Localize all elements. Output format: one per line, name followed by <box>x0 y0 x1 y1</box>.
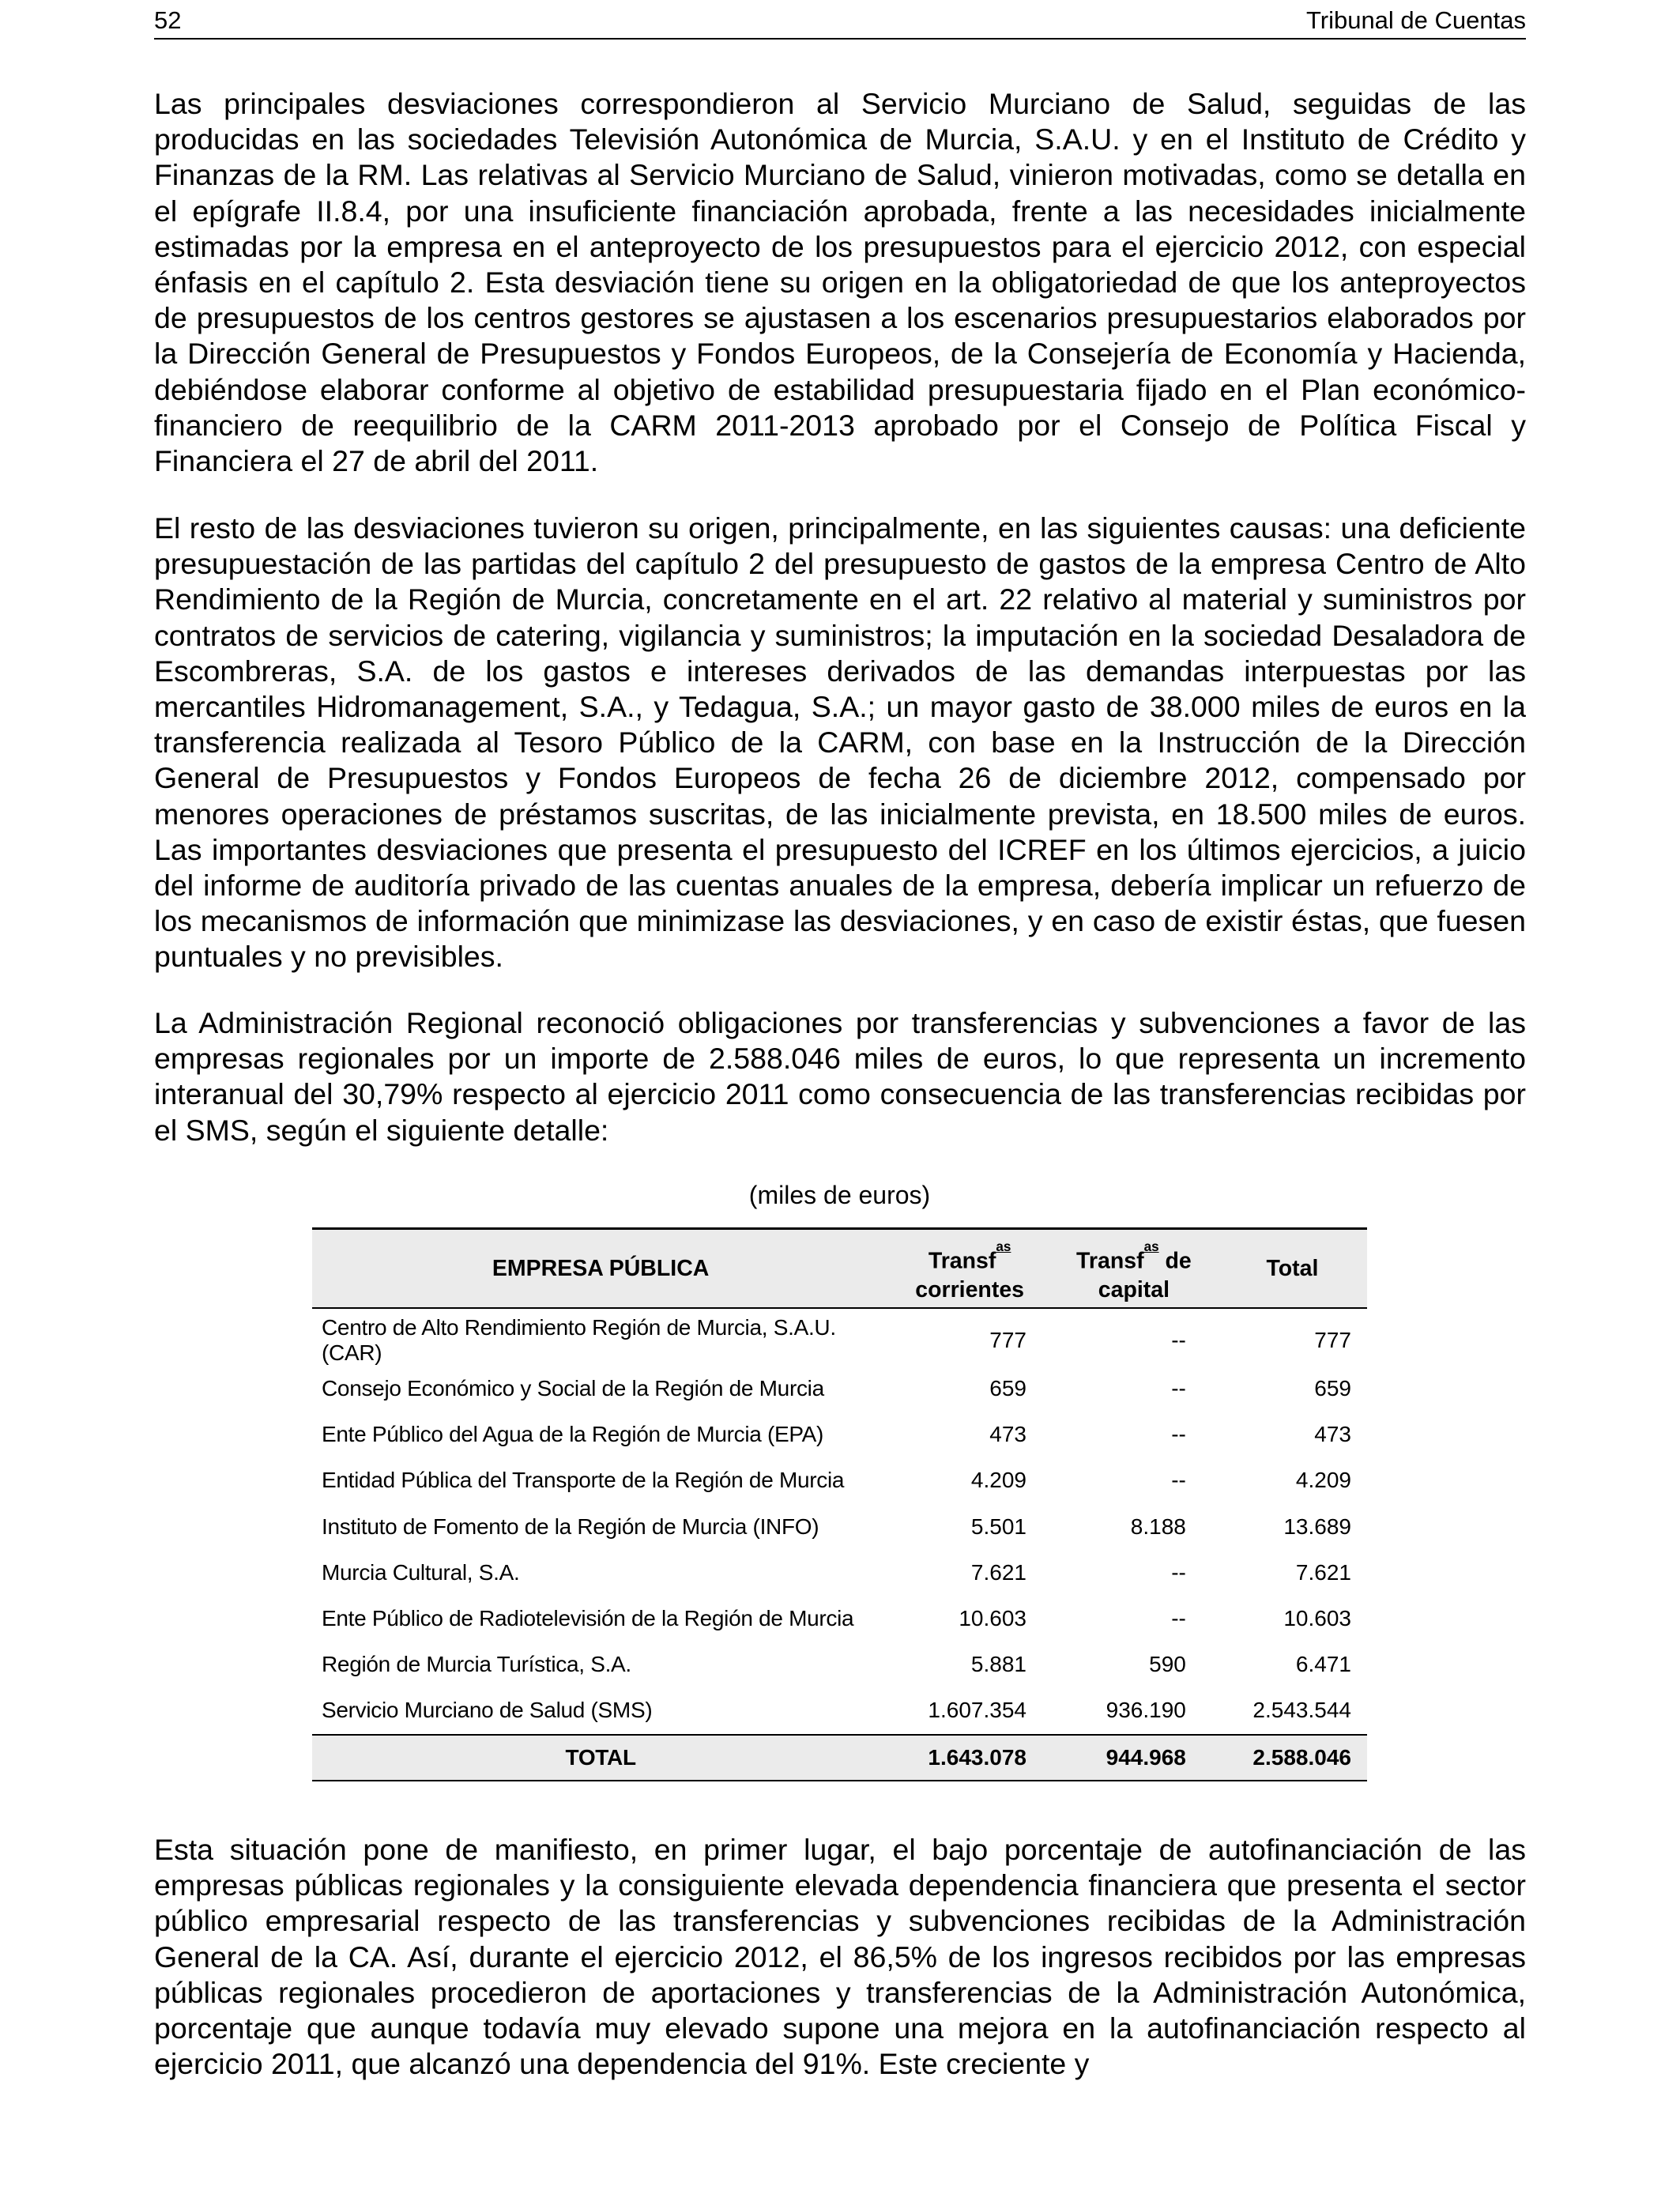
paragraph-deviations-other: El resto de las desviaciones tuvieron su origen, principalmente, en las siguientes causas: una deficiente presupuestación de las partidas del capítulo 2 del presupuesto de gastos de la empresa Centro de Alto Rendimiento de la Región de Murcia, concretamente en el art. 22 relativo al material y suministros por contratos de servicios de catering, vigilancia y suministros; la imputación en la sociedad Desaladora de Escombreras, S.A. de los gastos e intereses derivados de las demandas interpuestas por las mercantiles Hidromanagement, S.A., y Tedagua, S.A.; un mayor gasto de 38.000 miles de euros en la transferencia realizada al Tesoro Público de la CARM, con base en la Instrucción de la Dirección General de Presupuestos y Fondos Europeos de fecha 26 de diciembre 2012, compensado por menores operaciones de préstamos suscritas, de las inicialmente prevista, en 18.500 miles de euros. Las importantes desviaciones que presenta el presupuesto del ICREF en los últimos ejercicios, a juicio del informe de auditoría privado de las cuentas anuales de la empresa, debería implicar un refuerzo de los mecanismos de información que minimizase las desviaciones, y en caso de existir éstas, que fuesen puntuales y no previsibles. <box>154 511 1526 974</box>
paragraph-transfers-intro: La Administración Regional reconoció obligaciones por transferencias y subvenciones a favor de las empresas regionales por un importe de 2.588.046 miles de euros, lo que representa un incremento interanual del 30,79% respecto al ejercicio 2011 como consecuencia de las transferencias recibidas por el SMS, según el siguiente detalle: <box>154 1006 1526 1147</box>
total-value: 4.209 <box>1295 1468 1351 1493</box>
header-total: Total <box>1218 1229 1367 1309</box>
capital-transfers-value: 8.188 <box>1130 1514 1186 1539</box>
capital-transfers-value: 936.190 <box>1106 1698 1186 1723</box>
capital-transfers-value: -- <box>1171 1422 1186 1447</box>
total-value: 10.603 <box>1283 1606 1351 1631</box>
current-transfers-value: 7.621 <box>970 1559 1026 1585</box>
current-transfers-value: 659 <box>989 1376 1026 1401</box>
table-row <box>312 1687 1367 1734</box>
total-current-transfers: 1.643.078 <box>889 1735 1050 1781</box>
current-transfers-value: 5.501 <box>970 1514 1026 1539</box>
header-current-transfers <box>889 1229 1050 1309</box>
table-row <box>312 1596 1367 1642</box>
header-company: EMPRESA PÚBLICA <box>312 1229 889 1309</box>
page-header <box>154 0 1526 40</box>
table-total-row <box>312 1735 1367 1781</box>
page-number: 52 <box>154 6 182 34</box>
company-name: Servicio Murciano de Salud (SMS) <box>322 1698 653 1723</box>
table-header-row <box>312 1229 1367 1309</box>
capital-transfers-value: 590 <box>1149 1652 1186 1677</box>
header-capital-transfers <box>1050 1229 1218 1309</box>
current-transfers-value: 10.603 <box>959 1606 1026 1631</box>
table-row <box>312 1457 1367 1503</box>
capital-transfers-value: -- <box>1171 1376 1186 1401</box>
company-name: Centro de Alto Rendimiento Región de Murcia, S.A.U. (CAR) <box>322 1315 836 1365</box>
header-capital-mid: de <box>1158 1248 1192 1274</box>
total-label: TOTAL <box>312 1735 889 1781</box>
capital-transfers-value: -- <box>1171 1559 1186 1585</box>
running-title: Tribunal de Cuentas <box>1305 6 1526 34</box>
current-transfers-value: 5.881 <box>970 1652 1026 1677</box>
table-row <box>312 1308 1367 1366</box>
total-value: 7.621 <box>1295 1559 1351 1585</box>
header-capital-suffix: capital <box>1098 1276 1170 1302</box>
company-name: Consejo Económico y Social de la Región de Murcia <box>322 1376 824 1401</box>
total-capital-transfers: 944.968 <box>1050 1735 1218 1781</box>
total-value: 2.543.544 <box>1252 1698 1351 1723</box>
total-value: 6.471 <box>1295 1652 1351 1677</box>
table-row <box>312 1504 1367 1550</box>
capital-transfers-value: -- <box>1171 1328 1186 1352</box>
header-current-prefix: Transf <box>928 1248 996 1274</box>
capital-transfers-value: -- <box>1171 1606 1186 1631</box>
header-current-suffix: corrientes <box>915 1276 1025 1302</box>
current-transfers-value: 4.209 <box>970 1468 1026 1493</box>
header-current-sup: as <box>996 1239 1011 1255</box>
table-row <box>312 1550 1367 1596</box>
total-value: 13.689 <box>1283 1514 1351 1539</box>
company-name: Instituto de Fomento de la Región de Murcia (INFO) <box>322 1514 819 1539</box>
transfers-table <box>312 1227 1367 1781</box>
company-name: Región de Murcia Turística, S.A. <box>322 1652 631 1677</box>
table-units-caption: (miles de euros) <box>748 1181 931 1209</box>
capital-transfers-value: -- <box>1171 1468 1186 1493</box>
total-value: 777 <box>1314 1328 1351 1352</box>
paragraph-self-financing: Esta situación pone de manifiesto, en primer lugar, el bajo porcentaje de autofinanciación de las empresas públicas regionales y la consiguiente elevada dependencia financiera que presenta el sector público empresarial respecto de las transferencias y subvenciones recibidas de la Administración General de la CA. Así, durante el ejercicio 2012, el 86,5% de los ingresos recibidos por las empresas públicas regionales procedieron de aportaciones y transferencias de la Administración Autonómica, porcentaje que aunque todavía muy elevado supone una mejora en la autofinanciación respecto al ejercicio 2011, que alcanzó una dependencia del 91%. Este creciente y <box>154 1833 1526 2081</box>
header-capital-prefix: Transf <box>1076 1248 1144 1274</box>
current-transfers-value: 777 <box>989 1328 1026 1352</box>
total-value: 473 <box>1314 1422 1351 1447</box>
current-transfers-value: 1.607.354 <box>928 1698 1026 1723</box>
paragraph-deviations-main: Las principales desviaciones correspondieron al Servicio Murciano de Salud, seguidas de las producidas en las sociedades Televisión Autonómica de Murcia, S.A.U. y en el Instituto de Crédito y Finanzas de la RM. Las relativas al Servicio Murciano de Salud, vinieron motivadas, como se detalla en el epígrafe II.8.4, por una insuficiente financiación aprobada, frente a las necesidades inicialmente estimadas por la empresa en el anteproyecto de los presupuestos para el ejercicio 2012, con especial énfasis en el capítulo 2. Esta desviación tiene su origen en la obligatoriedad de que los anteproyectos de presupuestos de los centros gestores se ajustasen a los escenarios presupuestarios elaborados por la Dirección General de Presupuestos y Fondos Europeos, de la Consejería de Economía y Hacienda, debiéndose elaborar conforme al objetivo de estabilidad presupuestaria fijado en el Plan económico-financiero de reequilibrio de la CARM 2011-2013 aprobado por el Consejo de Política Fiscal y Financiera el 27 de abril del 2011. <box>154 87 1526 478</box>
company-name: Ente Público de Radiotelevisión de la Región de Murcia <box>322 1606 854 1631</box>
grand-total: 2.588.046 <box>1218 1735 1367 1781</box>
total-value: 659 <box>1314 1376 1351 1401</box>
header-capital-sup: as <box>1143 1239 1159 1255</box>
company-name: Entidad Pública del Transporte de la Región de Murcia <box>322 1468 845 1493</box>
table-row <box>312 1642 1367 1687</box>
company-name: Ente Público del Agua de la Región de Murcia (EPA) <box>322 1422 824 1447</box>
table-row <box>312 1412 1367 1457</box>
table-row <box>312 1366 1367 1412</box>
company-name: Murcia Cultural, S.A. <box>322 1559 520 1585</box>
current-transfers-value: 473 <box>989 1422 1026 1447</box>
